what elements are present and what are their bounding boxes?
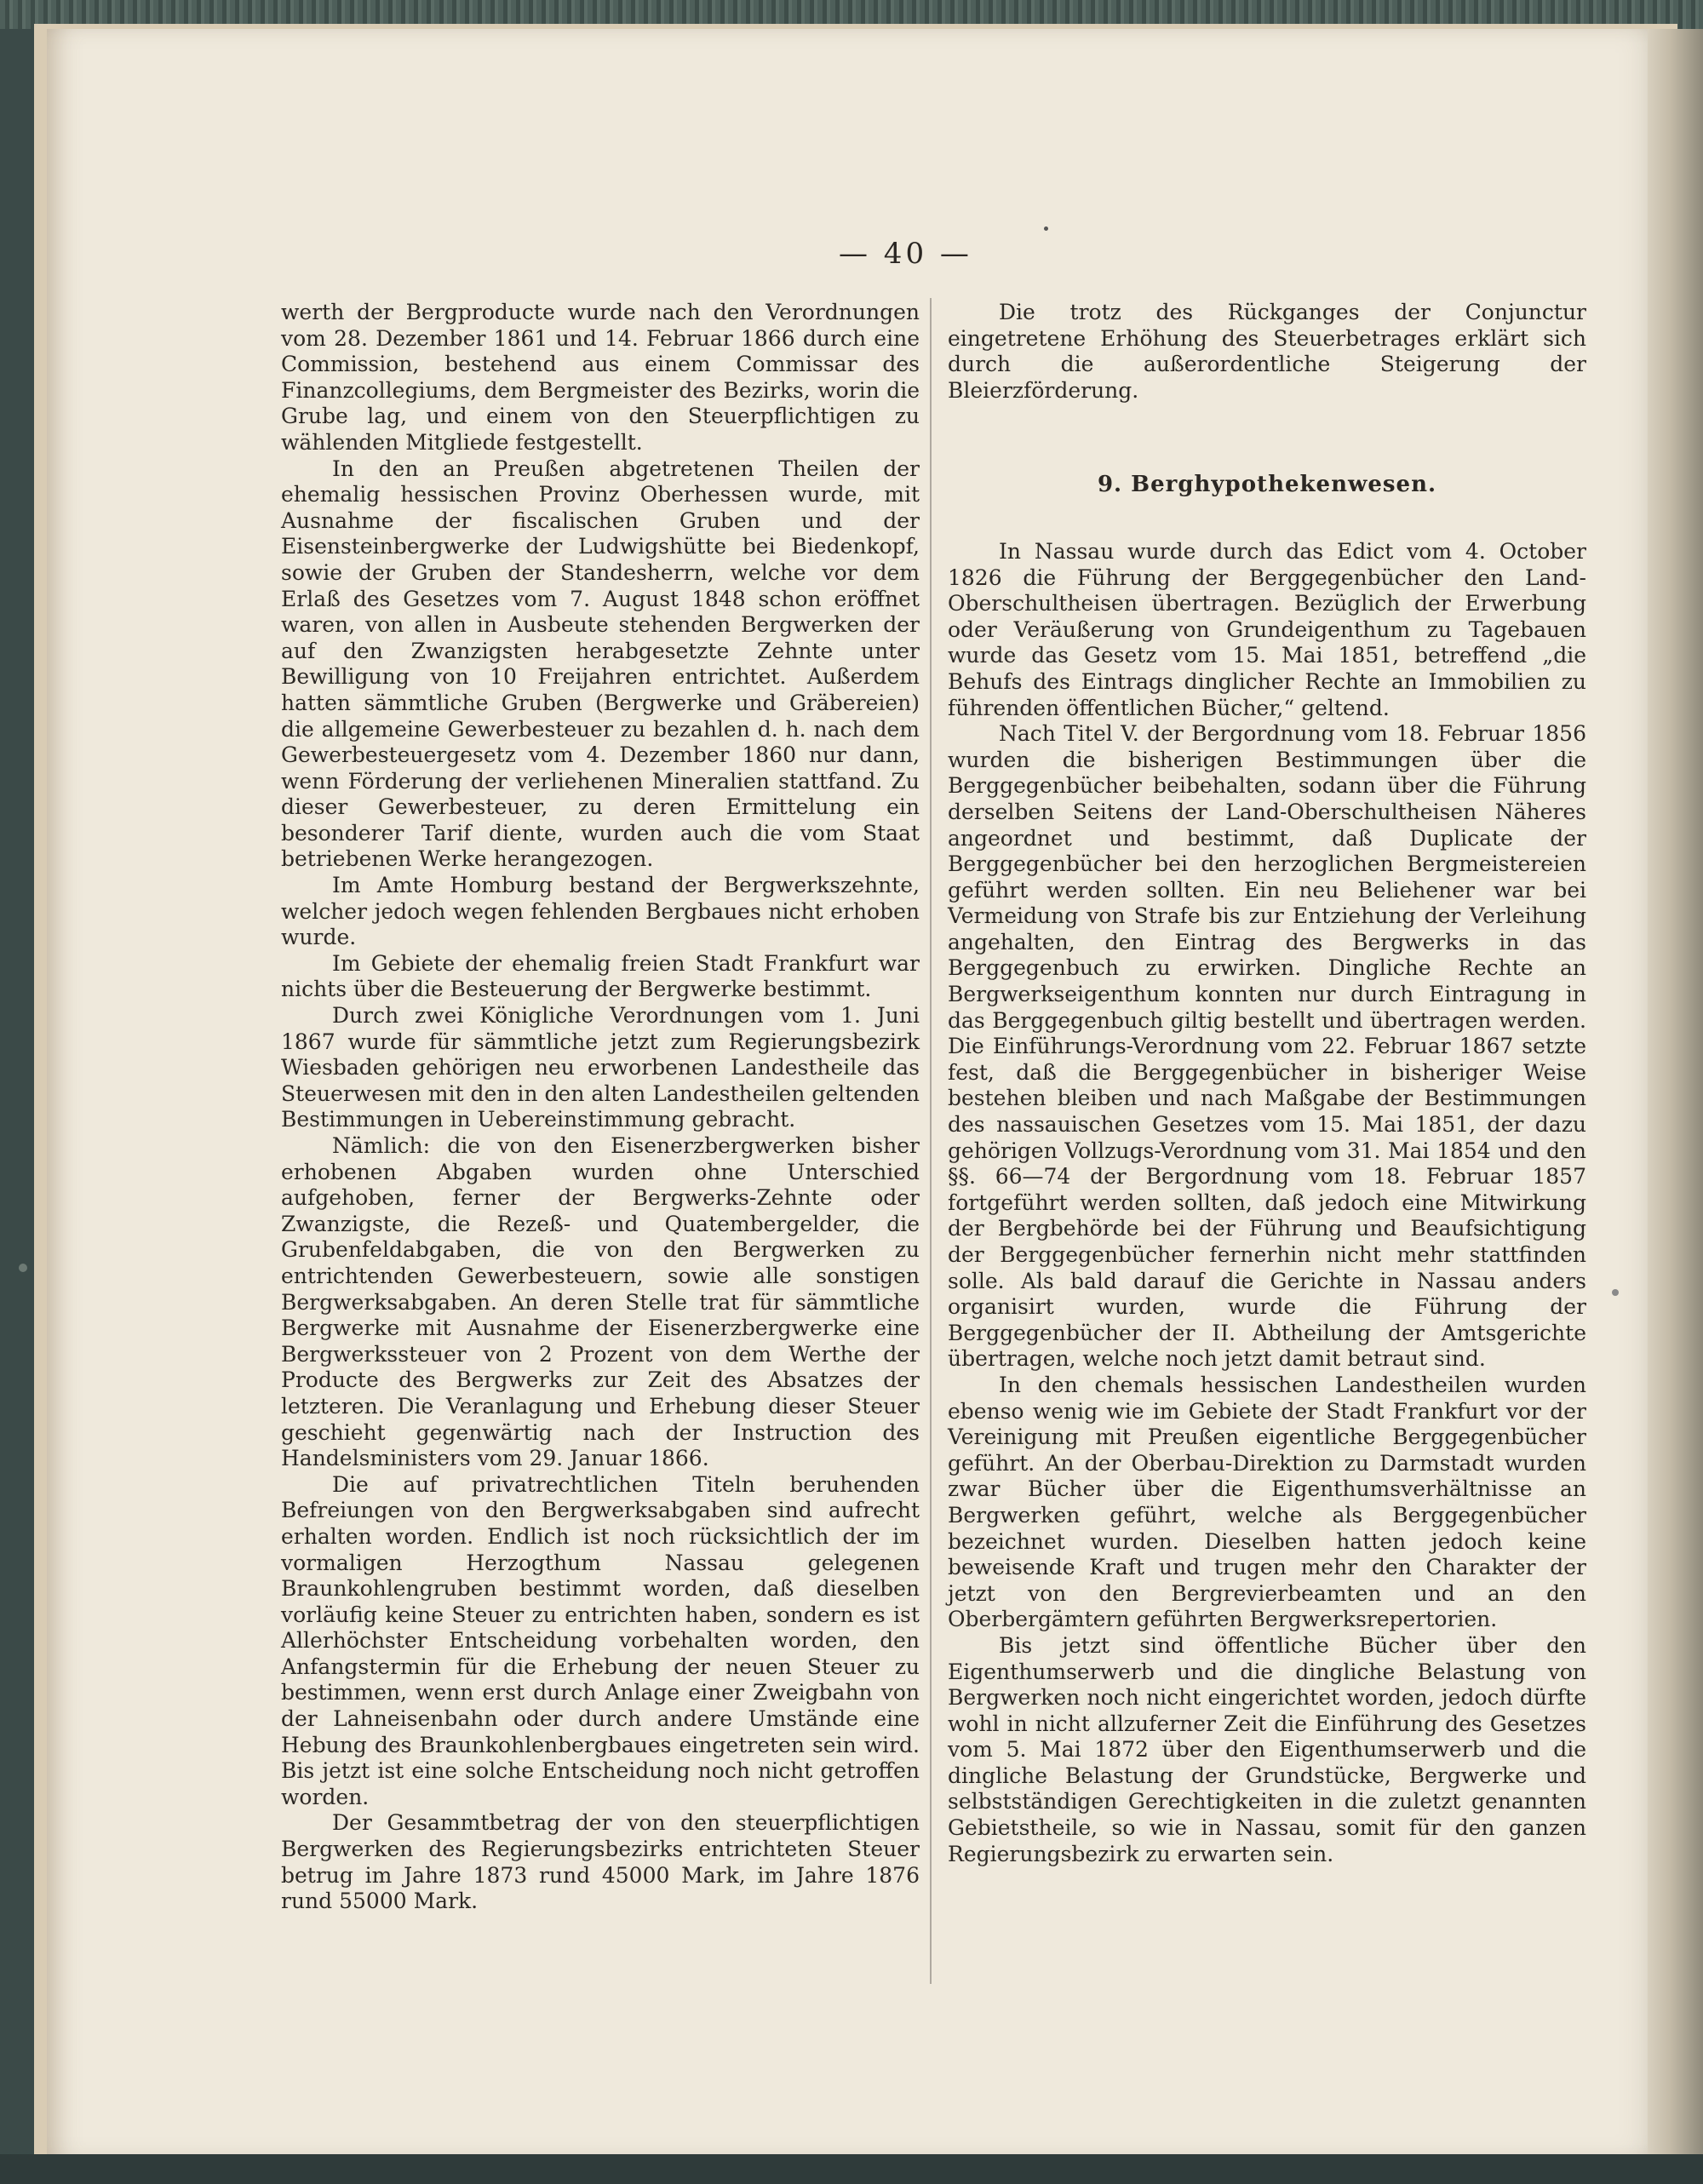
paragraph: Nämlich: die von den Eisenerzbergwerken bisher erhobenen Abgaben wurden ohne Unterschied aufgehoben, ferner der Bergwerks-Zehnte oder Zwanzigste, die Rezeß- und Quatembergelder, die Grubenfeldabgaben, die von den Bergwerken zu entrichtenden Gewerbesteuern, sowie alle sonstigen Bergwerksabgaben. An deren Stelle trat für sämmtliche Bergwerke mit Ausnahme der Eisenerzbergwerke eine Bergwerkssteuer von 2 Prozent von dem Werthe der Producte des Bergwerks zur Zeit des Absatzes der letzteren. Die Veranlagung und Erhebung dieser Steuer geschieht gegenwärtig nach der Instruction des Handelsministers vom 29. Januar 1866. bbox=[281, 1133, 920, 1471]
paragraph: In den chemals hessischen Landestheilen wurden ebenso wenig wie im Gebiete der Stadt Frankfurt vor der Vereinigung mit Preußen eigentliche Berggegenbücher geführt. An der Oberbau-Direktion zu Darmstadt wurden zwar Bücher über die Eigenthumsverhältnisse an Bergwerken geführt, welche als Berggegenbücher bezeichnet wurden. Dieselben hatten jedoch keine beweisende Kraft und trugen mehr den Charakter der jetzt von den Bergrevierbeamten und an den Oberbergämtern geführten Bergwerksrepertorien. bbox=[948, 1372, 1586, 1632]
ink-speck bbox=[19, 1264, 27, 1272]
paragraph: werth der Bergproducte wurde nach den Verordnungen vom 28. Dezember 1861 und 14. Februar 1866 durch eine Commission, bestehend aus einem Commissar des Finanzcollegiums, dem Bergmeister des Bezirks, worin die Grube lag, und einem von den Steuerpflichtigen zu wählenden Mitgliede festgestellt. bbox=[281, 300, 920, 455]
page-right-edge bbox=[1648, 29, 1703, 2158]
paragraph: Im Amte Homburg bestand der Bergwerkszehnte, welcher jedoch wegen fehlenden Bergbaues nicht erhoben wurde. bbox=[281, 873, 920, 950]
book-edge-bottom bbox=[0, 2154, 1703, 2184]
paragraph: Im Gebiete der ehemalig freien Stadt Frankfurt war nichts über die Besteuerung der Bergwerke bestimmt. bbox=[281, 950, 920, 1002]
paragraph: Nach Titel V. der Bergordnung vom 18. Februar 1856 wurden die bisherigen Bestimmungen über die Berggegenbücher beibehalten, sodann über die Führung derselben Seitens der Land-Oberschultheisen Näheres angeordnet und bestimmt, daß Duplicate der Berggegenbücher bei den herzoglichen Bergmeistereien geführt werden sollten. Ein neu Beliehener war bei Vermeidung von Strafe bis zur Entziehung der Verleihung angehalten, den Eintrag des Bergwerks in das Berggegenbuch zu erwirken. Dingliche Rechte an Bergwerkseigenthum konnten nur durch Eintragung in das Berggegenbuch giltig bestellt und übertragen werden. Die Einführungs-Verordnung vom 22. Februar 1867 setzte fest, daß die Berggegenbücher in bisheriger Weise bestehen bleiben und nach Maßgabe der Bestimmungen des nassauischen Gesetzes vom 15. Mai 1851, der dazu gehörigen Vollzugs-Verordnung vom 31. Mai 1854 und den §§. 66—74 der Bergordnung vom 18. Februar 1857 fortgeführt werden sollten, daß jedoch eine Mitwirkung der Bergbehörde bei der Führung und Beaufsichtigung der Berggegenbücher fernerhin nicht mehr stattfinden solle. Als bald darauf die Gerichte in Nassau anders organisirt wurden, wurde die Führung der Berggegenbücher der II. Abtheilung der Amtsgerichte übertragen, welche noch jetzt damit betraut sind. bbox=[948, 721, 1586, 1372]
paragraph: Durch zwei Königliche Verordnungen vom 1. Juni 1867 wurde für sämmtliche jetzt zum Regierungsbezirk Wiesbaden gehörigen neu erworbenen Landestheile das Steuerwesen mit den in den alten Landestheilen geltenden Bestimmungen in Uebereinstimmung gebracht. bbox=[281, 1003, 920, 1132]
paragraph: In Nassau wurde durch das Edict vom 4. October 1826 die Führung der Berggegenbücher den Land-Oberschultheisen übertragen. Bezüglich der Erwerbung oder Veräußerung von Grundeigenthum zu Tagebauen wurde das Gesetz vom 15. Mai 1851, betreffend „die Behufs des Eintrags dinglicher Rechte an Immobilien zu führenden öffentlichen Bücher,“ geltend. bbox=[948, 538, 1586, 720]
section-heading: 9. Berghypothekenwesen. bbox=[1097, 472, 1437, 498]
ink-speck bbox=[1612, 1289, 1619, 1296]
ink-speck bbox=[1044, 226, 1048, 231]
paragraph: Die trotz des Rückganges der Conjunctur eingetretene Erhöhung des Steuerbetrages erklärt sich durch die außerordentliche Steigerung der Bleierzförderung. bbox=[948, 300, 1586, 403]
page-number: — 40 — bbox=[839, 237, 972, 271]
paragraph: Bis jetzt sind öffentliche Bücher über den Eigenthumserwerb und die dingliche Belastung von Bergwerken noch nicht eingerichtet worden, jedoch dürfte wohl in nicht allzuferner Zeit die Einführung des Gesetzes vom 5. Mai 1872 über den Eigenthumserwerb und die dingliche Belastung der Grundstücke, Bergwerke und selbstständigen Gerechtigkeiten in die zuletzt genannten Gebietstheile, so wie in Nassau, somit für den ganzen Regierungsbezirk zu erwarten sein. bbox=[948, 1632, 1586, 1866]
paragraph: Der Gesammtbetrag der von den steuerpflichtigen Bergwerken des Regierungsbezirks entrichteten Steuer betrug im Jahre 1873 rund 45000 Mark, im Jahre 1876 rund 55000 Mark. bbox=[281, 1810, 920, 1914]
column-divider bbox=[930, 298, 932, 1984]
left-column bbox=[281, 300, 920, 1915]
paragraph: Die auf privatrechtlichen Titeln beruhenden Befreiungen von den Bergwerksabgaben sind aufrecht erhalten worden. Endlich ist noch rücksichtlich der im vormaligen Herzogthum Nassau gelegenen Braunkohlengruben bestimmt worden, daß dieselben vorläufig keine Steuer zu entrichten haben, sondern es ist Allerhöchster Entscheidung vorbehalten worden, den Anfangstermin für die Erhebung der neuen Steuer zu bestimmen, wenn erst durch Anlage einer Zweigbahn von der Lahneisenbahn oder durch andere Umstände eine Hebung des Braunkohlenbergbaues eingetreten sein wird. Bis jetzt ist eine solche Entscheidung noch nicht getroffen worden. bbox=[281, 1471, 920, 1809]
right-column bbox=[948, 300, 1586, 1867]
paragraph: In den an Preußen abgetretenen Theilen der ehemalig hessischen Provinz Oberhessen wurde, mit Ausnahme der fiscalischen Gruben und der Eisensteinbergwerke der Ludwigshütte bei Biedenkopf, sowie der Gruben der Standesherrn, welche vor dem Erlaß des Gesetzes vom 7. August 1848 schon eröffnet waren, von allen in Ausbeute stehenden Bergwerken der auf den Zwanzigsten herabgesetzte Zehnte unter Bewilligung von 10 Freijahren entrichtet. Außerdem hatten sämmtliche Gruben (Bergwerke und Gräbereien) die allgemeine Gewerbesteuer zu bezahlen d. h. nach dem Gewerbesteuergesetz vom 4. Dezember 1860 nur dann, wenn Förderung der verliehenen Mineralien stattfand. Zu dieser Gewerbesteuer, zu deren Ermittelung ein besonderer Tarif diente, wurden auch die vom Staat betriebenen Werke herangezogen. bbox=[281, 456, 920, 872]
